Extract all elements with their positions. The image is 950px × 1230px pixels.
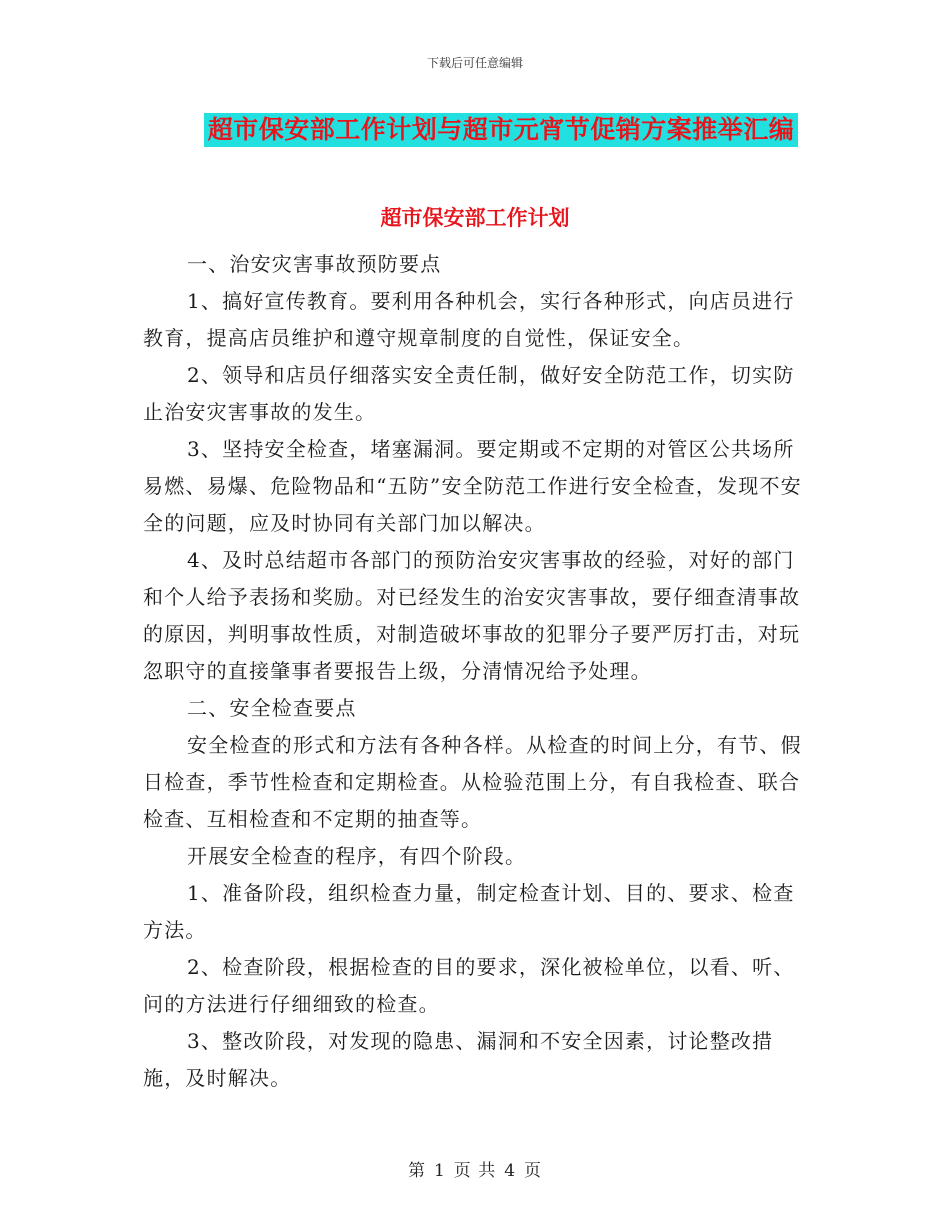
paragraph: 开展安全检查的程序，有四个阶段。	[187, 844, 527, 868]
document-title-container	[0, 113, 950, 147]
paragraph: 4、及时总结超市各部门的预防治安灾害事故的经验，对好的部门和个人给予表扬和奖励。对已经发生的治安灾害事故，要仔细查清事故的原因，判明事故性质，对制造破坏事故的犯罪分子要严厉打击，对玩忽职守的直接肇事者要报告上级，分清情况给予处理。	[143, 548, 801, 683]
paragraph: 2、检查阶段，根据检查的目的要求，深化被检单位，以看、听、问的方法进行仔细细致的检查。	[143, 955, 795, 1016]
document-title: 超市保安部工作计划与超市元宵节促销方案推举汇编	[204, 113, 799, 147]
header-note: 下载后可任意编辑	[426, 56, 523, 70]
paragraph: 3、坚持安全检查，堵塞漏洞。要定期或不定期的对管区公共场所易燃、易爆、危险物品和“五防”安全防范工作进行安全检查，发现不安全的问题，应及时协同有关部门加以解决。	[143, 437, 802, 535]
page-prefix: 第	[407, 1161, 426, 1181]
page-suffix: 页	[524, 1161, 543, 1181]
document-body	[143, 246, 813, 1097]
paragraph: 2、领导和店员仔细落实安全责任制，做好安全防范工作，切实防止治安灾害事故的发生。	[143, 363, 795, 424]
paragraph: 3、整改阶段，对发现的隐患、漏洞和不安全因素，讨论整改措施，及时解决。	[143, 1029, 774, 1090]
heading-safety-inspection: 二、安全检查要点	[187, 696, 357, 720]
heading-accident-prevention: 一、治安灾害事故预防要点	[187, 252, 442, 276]
page-mid: 页 共	[453, 1161, 497, 1181]
section-title: 超市保安部工作计划	[380, 206, 570, 230]
paragraph: 安全检查的形式和方法有各种各样。从检查的时间上分，有节、假日检查，季节性检查和定期检查。从检验范围上分，有自我检查、联合检查、互相检查和不定期的抽查等。	[143, 733, 802, 831]
total-pages-number: 4	[504, 1161, 517, 1181]
paragraph: 1、搞好宣传教育。要利用各种机会，实行各种形式，向店员进行教育，提高店员维护和遵守规章制度的自觉性，保证安全。	[143, 289, 795, 350]
page-footer	[0, 1156, 950, 1181]
current-page-number: 1	[433, 1161, 446, 1181]
paragraph: 1、准备阶段，组织检查力量，制定检查计划、目的、要求、检查方法。	[143, 881, 795, 942]
